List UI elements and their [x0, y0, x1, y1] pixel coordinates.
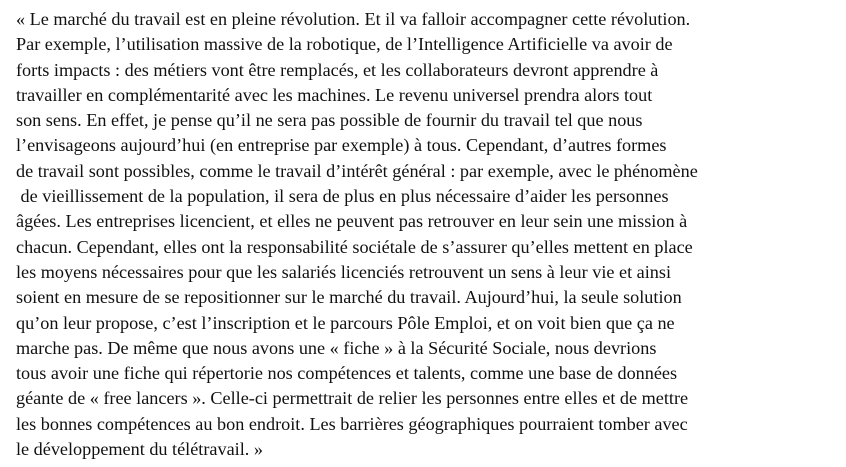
text-line-2: Par exemple, l’utilisation massive de la robotique, de l’Intelligence Artificielle va avoir de	[16, 34, 673, 55]
text-line-15: tous avoir une fiche qui répertorie nos compétences et talents, comme une base de données	[16, 363, 678, 384]
text-line-7: de travail sont possibles, comme le travail d’intérêt général : par exemple, avec le phénomène	[16, 160, 698, 181]
text-line-13: qu’on leur propose, c’est l’inscription et le parcours Pôle Emploi, et on voit bien que ça ne	[16, 312, 675, 333]
text-line-3: forts impacts : des métiers vont être remplacés, et les collaborateurs devront apprendre à	[16, 59, 659, 80]
text-line-5: son sens. En effet, je pense qu’il ne sera pas possible de fournir du travail tel que nous	[16, 110, 643, 131]
text-line-17: les bonnes compétences au bon endroit. Les barrières géographiques pourraient tomber avec	[16, 413, 688, 434]
text-line-6: l’envisageons aujourd’hui (en entreprise par exemple) à tous. Cependant, d’autres formes	[16, 135, 667, 156]
text-line-12: soient en mesure de se repositionner sur le marché du travail. Aujourd’hui, la seule solution	[16, 287, 682, 308]
text-line-11: les moyens nécessaires pour que les salariés licenciés retrouvent un sens à leur vie et ainsi	[16, 261, 672, 282]
text-line-1: « Le marché du travail est en pleine révolution. Et il va falloir accompagner cette révolution.	[16, 9, 691, 29]
text-line-10: chacun. Cependant, elles ont la responsabilité sociétale de s’assurer qu’elles mettent en place	[16, 236, 693, 257]
text-line-14: marche pas. De même que nous avons une « fiche » à la Sécurité Sociale, nous devrions	[16, 337, 657, 358]
text-line-4: travailler en complémentarité avec les machines. Le revenu universel prendra alors tout	[16, 84, 653, 105]
text-line-8: de vieillissement de la population, il sera de plus en plus nécessaire d’aider les personnes	[16, 186, 669, 207]
text-line-9: âgées. Les entreprises licencient, et elles ne peuvent pas retrouver en leur sein une mission à	[16, 211, 688, 232]
quote-paragraph	[16, 7, 844, 462]
text-line-18: le développement du télétravail. »	[16, 439, 263, 460]
text-line-16: géante de « free lancers ». Celle-ci permettrait de relier les personnes entre elles et de mettre	[16, 388, 689, 409]
